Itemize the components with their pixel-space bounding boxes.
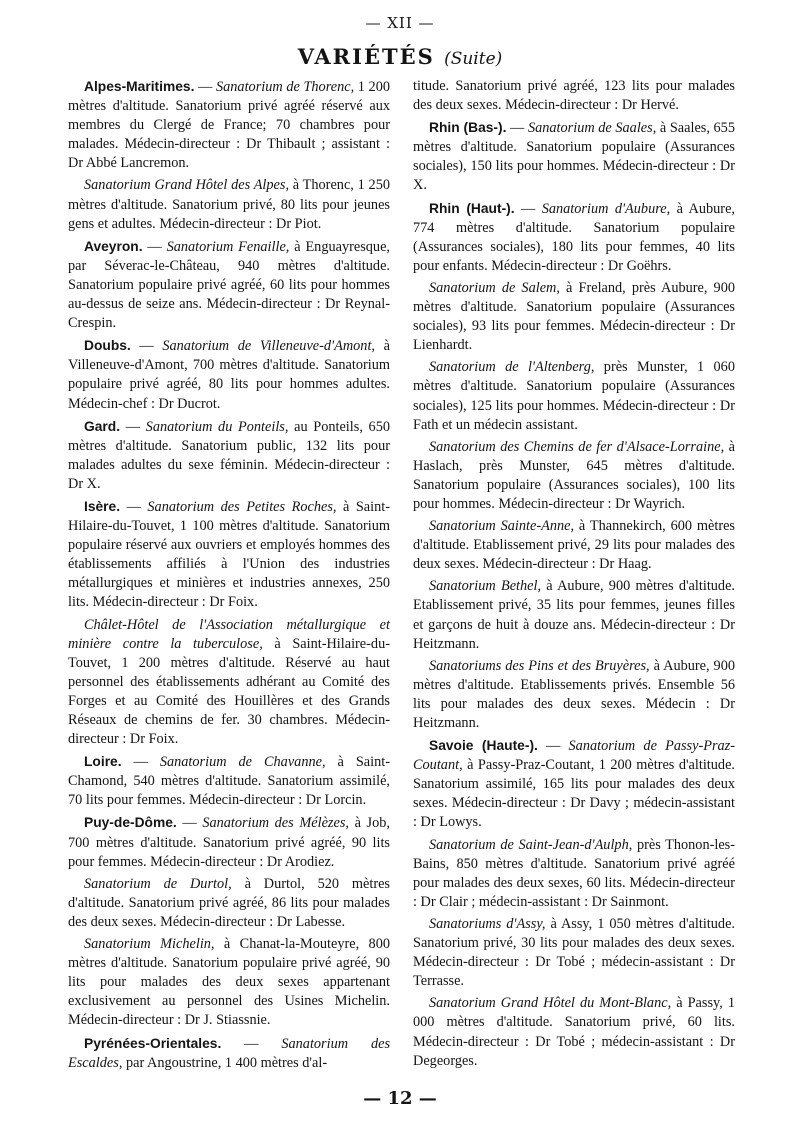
sanatorium-entry	[68, 616, 390, 750]
separator: —	[506, 120, 528, 137]
entry-text: par Angoustrine, 1 400 mètres d'al-	[122, 1054, 328, 1071]
sanatorium-name: Sanatorium Bethel,	[429, 578, 542, 595]
entry-text: 1 200 mètres d'altitude. Sanatorium privé agréé réservé aux membres du Clergé de France; 70 chambres pour malades. Médecin-directeur : Dr Thibault ; assistant : Dr Abbé Lancremon.	[68, 79, 391, 172]
entry-text: à Thorenc, 1 250 mètres d'altitude. Sanatorium privé, 80 lits pour jeunes gens et adultes. Médecin-directeur : Dr Piot.	[68, 177, 390, 232]
sanatorium-entry	[68, 417, 390, 494]
sanatorium-name: Sanatorium des Escaldes,	[68, 1035, 391, 1071]
sanatorium-name: Châlet-Hôtel de l'Association métallurgique et minière contre la tuberculose,	[68, 616, 390, 652]
region-heading: Doubs.	[84, 338, 131, 354]
entry-text: à Enguayresque, par Séverac-le-Château, 940 mètres d'altitude. Sanatorium populaire privé agréé, 60 lits pour hommes au-dessus de seize ans. Médecin-directeur : Dr Reynal-Crespin.	[68, 238, 391, 332]
sanatorium-entry	[68, 237, 390, 333]
entry-text: à Freland, près Aubure, 900 mètres d'altitude. Sanatorium populaire (Assurances sociales), 93 lits pour femmes. Médecin-directeur : Dr Lienhardt.	[413, 279, 735, 354]
sanatorium-entry	[413, 279, 735, 355]
entry-text: titude. Sanatorium privé agréé, 123 lits pour malades des deux sexes. Médecin-directeur : Dr Hervé.	[413, 78, 735, 114]
sanatorium-name: Sanatorium des Chemins de fer d'Alsace-Lorraine,	[429, 438, 725, 455]
sanatorium-name: Sanatorium d'Aubure,	[541, 200, 671, 217]
sanatorium-entry	[413, 517, 735, 574]
region-heading: Rhin (Haut-).	[429, 200, 515, 216]
sanatorium-entry	[413, 77, 735, 115]
separator: —	[537, 738, 569, 755]
sanatorium-entry	[413, 657, 735, 733]
sanatorium-entry	[68, 497, 390, 613]
sanatorium-entry	[413, 836, 735, 912]
entry-text: à Haslach, près Munster, 645 mètres d'altitude. Sanatorium populaire (Assurances sociales), 100 lits pour hommes. Médecin-directeur : Dr Wayrich.	[413, 438, 735, 512]
sanatorium-name: Sanatoriums d'Assy,	[429, 915, 546, 932]
separator: —	[121, 754, 160, 771]
region-heading: Savoie (Haute-).	[429, 738, 538, 754]
sanatorium-name: Sanatorium de Chavanne,	[159, 754, 326, 771]
entry-text: près Munster, 1 060 mètres d'altitude. Sanatorium populaire (Assurances sociales), 125 lits pour hommes. Médecin-directeur : Dr Fath et un médecin assistant.	[413, 359, 735, 433]
entry-text: à Passy-Praz-Coutant, 1 200 mètres d'altitude. Sanatorium assimilé, 165 lits pour malades des deux sexes. Médecin-directeur : Dr Davy ; médecin-assistant : Dr Lowys.	[413, 757, 735, 831]
sanatorium-name: Sanatoriums des Pins et des Bruyères,	[429, 657, 650, 674]
sanatorium-entry	[413, 736, 735, 832]
entry-text: à Chanat-la-Mouteyre, 800 mètres d'altitude. Sanatorium populaire privé agréé, 90 lits pour malades des deux sexes appartenant exclusivement au personnel des Usines Michelin. Médecin-directeur : Dr J. Stiassnie.	[68, 936, 390, 1029]
entry-text: à Aubure, 774 mètres d'altitude. Sanatorium populaire (Assurances sociales), 180 lits pour femmes, 40 lits pour enfants. Médecin-directeur : Dr Goëhrs.	[413, 200, 735, 274]
title-suite: (Suite)	[444, 49, 503, 69]
left-column	[68, 77, 390, 1076]
separator: —	[142, 238, 167, 255]
sanatorium-name: Sanatorium de Villeneuve-d'Amont,	[162, 338, 375, 355]
top-page-number: — XII —	[365, 14, 435, 32]
sanatorium-entry	[413, 438, 735, 514]
sanatorium-name: Sanatorium des Mélèzes,	[202, 815, 349, 832]
sanatorium-entry	[413, 994, 735, 1070]
separator: —	[120, 498, 148, 515]
sanatorium-name: Sanatorium de l'Altenberg,	[429, 359, 595, 376]
entry-text: à Villeneuve-d'Amont, 700 mètres d'altitude. Sanatorium populaire privé agréé, 80 lits pour hommes adultes. Médecin-chef : Dr Ducrot.	[68, 338, 390, 412]
separator: —	[120, 418, 146, 435]
separator: —	[514, 200, 542, 217]
bottom-page-number: — 12 —	[363, 1088, 437, 1109]
entry-text: à Saint-Hilaire-du-Touvet, 1 200 mètres d'altitude. Réservé au haut personnel des établissements adhérant au Comité des Forges et au Comité des Houillères et des Grands Réseaux de chemins de fer. 30 chambres. Médecin-directeur : Dr Foix.	[68, 635, 390, 748]
sanatorium-name: Sanatorium des Petites Roches,	[147, 498, 337, 515]
entry-text: au Ponteils, 650 mètres d'altitude. Sanatorium public, 132 lits pour malades adultes du sexe féminin. Médecin-directeur : Dr X.	[68, 418, 390, 492]
separator: —	[176, 815, 203, 832]
entry-text: à Aubure, 900 mètres d'altitude. Etablissement privé, 35 lits pour femmes, jeunes filles et garçons de huit à douze ans. Médecin-directeur : Dr Heitzmann.	[413, 578, 736, 652]
sanatorium-name: Sanatorium Michelin,	[84, 936, 215, 953]
entry-text: à Job, 700 mètres d'altitude. Sanatorium privé agréé, 90 lits pour femmes. Médecin-directeur : Dr Arodiez.	[68, 815, 390, 870]
sanatorium-entry	[413, 118, 735, 195]
sanatorium-entry	[68, 77, 390, 173]
sanatorium-entry	[68, 176, 390, 233]
sanatorium-name: Sanatorium Sainte-Anne,	[429, 518, 575, 535]
sanatorium-entry	[68, 935, 390, 1030]
entry-text: à Saales, 655 mètres d'altitude. Sanatorium populaire (Assurances sociales), 150 lits pour hommes. Médecin-directeur : Dr X.	[413, 120, 735, 194]
region-heading: Pyrénées-Orientales.	[84, 1035, 222, 1051]
region-heading: Aveyron.	[84, 238, 143, 254]
sanatorium-name: Sanatorium de Saales,	[527, 120, 657, 137]
sanatorium-entry	[68, 1034, 390, 1073]
entry-text: à Passy, 1 000 mètres d'altitude. Sanatorium privé, 60 lits. Médecin-directeur : Dr Tobé ; médecin-assistant : Dr Degeorges.	[413, 995, 735, 1069]
right-column	[413, 77, 735, 1074]
region-heading: Gard.	[84, 418, 121, 434]
entry-text: à Saint-Chamond, 540 mètres d'altitude. Sanatorium assimilé, 70 lits pour femmes. Médecin-directeur : Dr Lorcin.	[68, 754, 390, 809]
sanatorium-name: Sanatorium du Ponteils,	[145, 418, 289, 435]
sanatorium-entry	[413, 577, 735, 653]
sanatorium-entry	[68, 336, 390, 413]
sanatorium-name: Sanatorium Fenaille,	[166, 238, 290, 255]
sanatorium-entry	[413, 358, 735, 434]
section-title	[0, 44, 800, 69]
sanatorium-entry	[68, 813, 390, 871]
region-heading: Puy-de-Dôme.	[84, 815, 177, 831]
entry-text: près Thonon-les-Bains, 850 mètres d'altitude. Sanatorium privé agréé pour malades des deux sexes, 60 lits. Médecin-directeur : Dr Clair ; médecin-assistant : Dr Sainmont.	[413, 836, 736, 910]
region-heading: Rhin (Bas-).	[429, 120, 507, 136]
sanatorium-name: Sanatorium Grand Hôtel des Alpes,	[84, 177, 290, 194]
sanatorium-name: Sanatorium de Salem,	[429, 279, 560, 296]
region-heading: Loire.	[84, 754, 122, 770]
entry-text: à Assy, 1 050 mètres d'altitude. Sanatorium privé, 30 lits pour malades des deux sexes. Médecin-directeur : Dr Tobé ; médecin-assistant : Dr Terrasse.	[413, 915, 735, 990]
entry-text: à Thannekirch, 600 mètres d'altitude. Etablissement privé, 29 lits pour malades des deux sexes. Médecin-directeur : Dr Haag.	[413, 518, 735, 573]
entry-text: à Aubure, 900 mètres d'altitude. Etablissements privés. Ensemble 56 lits pour malades des deux sexes. Médecin : Dr Heitzmann.	[413, 657, 735, 731]
sanatorium-name: Sanatorium de Passy-Praz-Coutant,	[413, 738, 735, 774]
sanatorium-entry	[68, 875, 390, 932]
sanatorium-name: Sanatorium de Thorenc,	[215, 79, 355, 95]
sanatorium-name: Sanatorium de Durtol,	[84, 875, 232, 892]
region-heading: Isère.	[84, 498, 121, 514]
sanatorium-entry	[413, 199, 735, 276]
sanatorium-name: Sanatorium de Saint-Jean-d'Aulph,	[429, 836, 633, 853]
separator: —	[130, 338, 163, 355]
sanatorium-entry	[413, 915, 735, 991]
entry-text: à Durtol, 520 mètres d'altitude. Sanatorium privé agréé, 86 lits pour malades des deux sexes. Médecin-directeur : Dr Labesse.	[68, 875, 390, 930]
entry-text: à Saint-Hilaire-du-Touvet, 1 100 mètres d'altitude. Sanatorium populaire réservé aux ouvriers et employés hommes des établissements affiliés à l'Union des industries métallurgiques et minières et industries annexes, 250 lits. Médecin-directeur : Dr Foix.	[68, 498, 390, 611]
title-text: VARIÉTÉS	[297, 44, 435, 69]
sanatorium-name: Sanatorium Grand Hôtel du Mont-Blanc,	[429, 995, 672, 1012]
sanatorium-entry	[68, 752, 390, 810]
separator: —	[194, 79, 216, 95]
region-heading: Alpes-Maritimes.	[84, 79, 195, 94]
separator: —	[221, 1035, 282, 1052]
